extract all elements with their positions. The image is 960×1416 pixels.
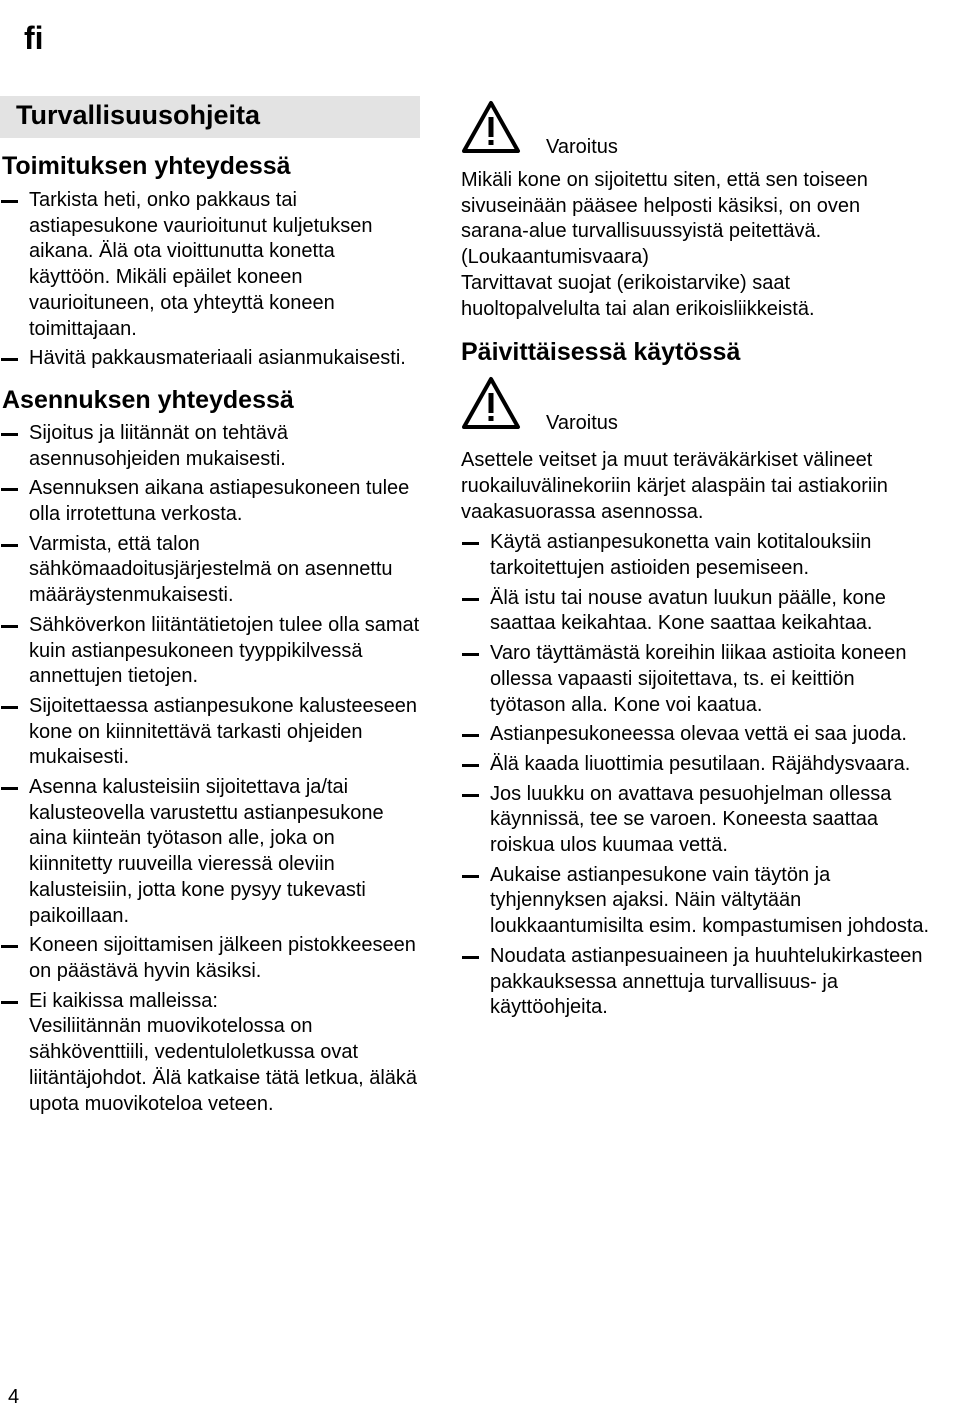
list-item: Jos luukku on avattava pesuohjelman ollessa käynnissä, tee se varoen. Koneesta saattaa roiskua ulos kuumaa vettä. bbox=[461, 782, 931, 859]
section-heading-installation: Asennuksen yhteydessä bbox=[2, 385, 294, 414]
warning-triangle-icon bbox=[461, 100, 521, 154]
warning-block bbox=[461, 376, 931, 440]
list-item: Koneen sijoittamisen jälkeen pistokkeeseen on päästävä hyvin käsiksi. bbox=[0, 933, 420, 984]
left-column bbox=[0, 96, 420, 1121]
list-item: Varo täyttämästä koreihin liikaa astioita koneen ollessa vapaasti sijoitettava, ts. ei keittiön työtason alla. Kone voi kaatua. bbox=[461, 641, 931, 718]
daily-use-list bbox=[461, 530, 931, 1021]
list-item: Asenna kalusteisiin sijoitettava ja/tai kalusteovella varustettu astianpesukone aina kiinteän työtason alle, joka on kiinnitetty ruuveilla vieressä oleviin kalusteisiin, jotta kone pysyy tukevasti paikoillaan. bbox=[0, 775, 420, 929]
page-number: 4 bbox=[8, 1386, 20, 1408]
list-item: Hävitä pakkausmateriaali asianmukaisesti. bbox=[0, 346, 420, 372]
warning-triangle-icon bbox=[461, 376, 521, 430]
installation-list bbox=[0, 421, 420, 1117]
section-heading-delivery: Toimituksen yhteydessä bbox=[2, 152, 291, 180]
section-heading-daily-use: Päivittäisessä käytössä bbox=[461, 338, 741, 367]
list-item: Sähköverkon liitäntätietojen tulee olla samat kuin astianpesukoneen tyyppikilvessä annettujen tietojen. bbox=[0, 613, 420, 690]
list-item: Sijoitus ja liitännät on tehtävä asennusohjeiden mukaisesti. bbox=[0, 421, 420, 472]
warning-text: Asettele veitset ja muut teräväkärkiset välineet ruokailuvälinekoriin kärjet alaspäin tai astiakoriin vaakasuorassa asennossa. bbox=[461, 449, 888, 523]
list-item: Aukaise astianpesukone vain täytön ja tyhjennyksen ajaksi. Näin vältytään loukkaantumisilta esim. kompastumisen johdosta. bbox=[461, 863, 931, 940]
right-column bbox=[461, 100, 931, 1025]
list-item: Älä istu tai nouse avatun luukun päälle, kone saattaa keikahtaa. Kone saattaa keikahtaa. bbox=[461, 586, 931, 637]
list-item: Asennuksen aikana astiapesukoneen tulee olla irrotettuna verkosta. bbox=[0, 476, 420, 527]
warning-label: Varoitus bbox=[546, 136, 618, 158]
list-item: Sijoitettaessa astianpesukone kalusteeseen kone on kiinnitettävä tarkasti ohjeiden mukaisesti. bbox=[0, 694, 420, 771]
delivery-list bbox=[0, 188, 420, 372]
language-code: fi bbox=[24, 20, 44, 56]
warning-text: Mikäli kone on sijoitettu siten, että sen toiseen sivuseinään pääsee helposti käsiksi, on oven sarana-alue turvallisuussyistä peitettävä. bbox=[461, 169, 868, 243]
warning-block bbox=[461, 100, 931, 164]
list-item: Käytä astianpesukonetta vain kotitalouksiin tarkoitettujen astioiden pesemiseen. bbox=[461, 530, 931, 581]
list-item: Tarkista heti, onko pakkaus tai astiapesukone vaurioitunut kuljetuksen aikana. Älä ota vioittunutta konetta käyttöön. Mikäli epäilet koneen vaurioituneen, ota yhteyttä koneen toimittajaan. bbox=[0, 188, 420, 342]
page-title: Turvallisuusohjeita bbox=[16, 100, 261, 130]
list-item: Älä kaada liuottimia pesutilaan. Räjähdysvaara. bbox=[461, 752, 931, 778]
warning-text: (Loukaantumisvaara) bbox=[461, 246, 649, 269]
list-item: Noudata astianpesuaineen ja huuhtelukirkasteen pakkauksessa annettuja turvallisuus- ja käyttöohjeita. bbox=[461, 944, 931, 1021]
warning-text: Tarvittavat suojat (erikoistarvike) saat huoltopalvelulta tai alan erikoisliikkeistä. bbox=[461, 271, 815, 320]
warning-label: Varoitus bbox=[546, 412, 618, 435]
list-item: Ei kaikissa malleissa: Vesiliitännän muovikotelossa on sähköventtiili, vedentuloletkussa ovat liitäntäjohdot. Älä katkaise tätä letkua, äläkä upota muovikoteloa veteen. bbox=[0, 989, 420, 1118]
list-item: Varmista, että talon sähkömaadoitusjärjestelmä on asennettu määräystenmukaisesti. bbox=[0, 532, 420, 609]
page-title-banner bbox=[0, 96, 420, 138]
list-item: Astianpesukoneessa olevaa vettä ei saa juoda. bbox=[461, 722, 931, 748]
